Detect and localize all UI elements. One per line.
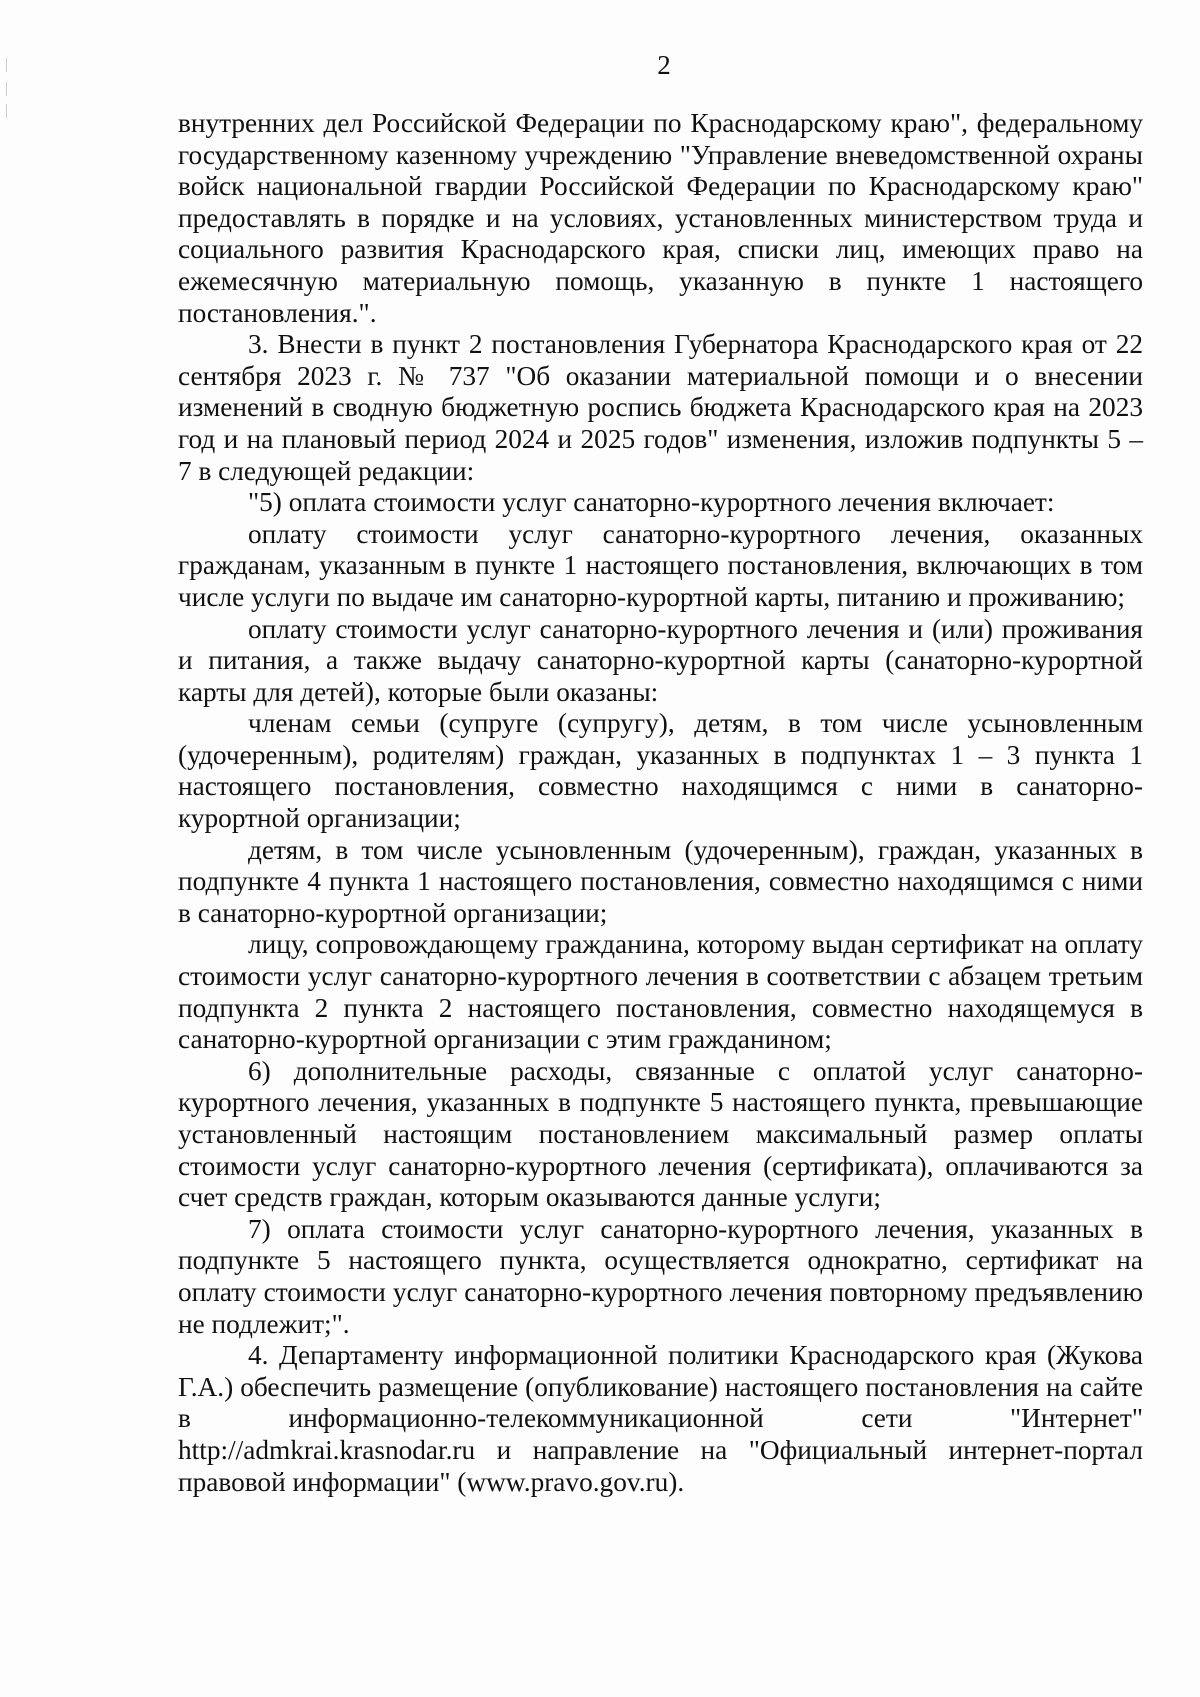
paragraph-children: детям, в том числе усыновленным (удочеренным), граждан, указанных в подпункте 4 пункта 1 настоящего постановления, совместно находящимся с ними в санаторно-курортной организации;: [178, 834, 1143, 928]
paragraph-item-4: 4. Департаменту информационной политики Краснодарского края (Жукова Г.А.) обеспечить размещение (опубликование) настоящего постановления на сайте в информационно-телекоммуникационной сети "Интернет" http://admkrai.krasnodar.ru и направление на "Официальный интернет-портал правовой информации" (www.pravo.gov.ru).: [178, 1340, 1143, 1497]
scan-artifact: [6, 104, 7, 118]
paragraph-continuation: внутренних дел Российской Федерации по Краснодарскому краю", федеральному государственному казенному учреждению "Управление вневедомственной охраны войск национальной гвардии Российской Федерации по Краснодарскому краю" предоставлять в порядке и на условиях, установленных министерством труда и социального развития Краснодарского края, списки лиц, имеющих право на ежемесячную материальную помощь, указанную в пункте 1 настоящего постановления.".: [178, 108, 1143, 328]
paragraph-subitem-5-part-2: оплату стоимости услуг санаторно-курортного лечения и (или) проживания и питания, а также выдачу санаторно-курортной карты (санаторно-курортной карты для детей), которые были оказаны:: [178, 613, 1143, 707]
scan-artifact: [6, 82, 7, 96]
paragraph-subitem-5: "5) оплата стоимости услуг санаторно-курортного лечения включает:: [248, 487, 1055, 518]
paragraph-subitem-5-part-1: оплату стоимости услуг санаторно-курортного лечения, оказанных гражданам, указанным в пункте 1 настоящего постановления, включающих в том числе услуги по выдаче им санаторно-курортной карты, питанию и проживанию;: [178, 518, 1143, 612]
paragraph-subitem-7: 7) оплата стоимости услуг санаторно-курортного лечения, указанных в подпункте 5 настоящего пункта, осуществляется однократно, сертификат на оплату стоимости услуг санаторно-курортного лечения повторному предъявлению не подлежит;".: [178, 1213, 1143, 1339]
paragraph-item-3: 3. Внести в пункт 2 постановления Губернатора Краснодарского края от 22 сентября 2023 г. № 737 "Об оказании материальной помощи и о внесении изменений в сводную бюджетную роспись бюджета Краснодарского края на 2023 год и на плановый период 2024 и 2025 годов" изменения, изложив подпункты 5 – 7 в следующей редакции:: [178, 329, 1143, 486]
paragraph-subitem-6: 6) дополнительные расходы, связанные с оплатой услуг санаторно-курортного лечения, указанных в подпункте 5 настоящего пункта, превышающие установленный настоящим постановлением максимальный размер оплаты стоимости услуг санаторно-курортного лечения (сертификата), оплачиваются за счет средств граждан, которым оказываются данные услуги;: [178, 1055, 1143, 1213]
page-number: 2: [657, 50, 671, 80]
document-body: [178, 108, 1143, 1498]
paragraph-accompanying-person: лицу, сопровождающему гражданина, которому выдан сертификат на оплату стоимости услуг санаторно-курортного лечения в соответствии с абзацем третьим подпункта 2 пункта 2 настоящего постановления, совместно находящемуся в санаторно-курортной организации с этим гражданином;: [178, 929, 1143, 1055]
paragraph-family-members: членам семьи (супруге (супругу), детям, в том числе усыновленным (удочеренным), родителям) граждан, указанных в подпунктах 1 – 3 пункта 1 настоящего постановления, совместно находящимся с ними в санаторно-курортной организации;: [178, 708, 1143, 834]
